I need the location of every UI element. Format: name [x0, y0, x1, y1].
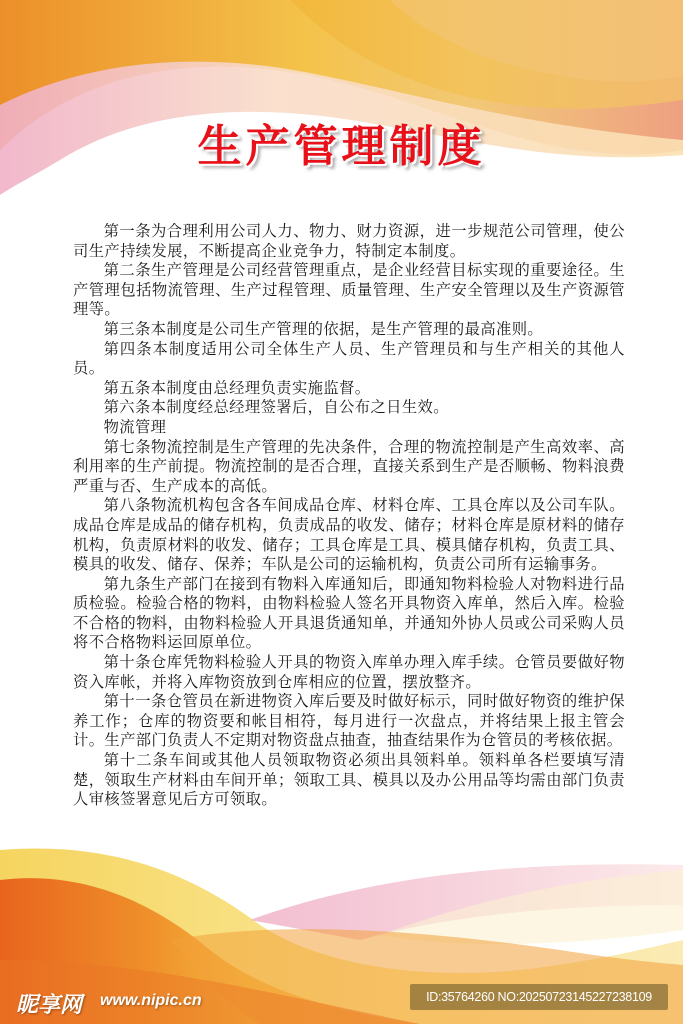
article-5: 第五条本制度由总经理负责实施监督。 [103, 378, 371, 397]
page-title: 生产管理制度 [197, 121, 486, 172]
article-8: 第八条物流机构包含各车间成品仓库、材料仓库、工具仓库以及公司车队。成品仓库是成品的储存机构，负责成品的收发、储存；材料仓库是原材料的储存机构，负责原材料的收发、储存；工具仓库是工具、模具储存机构，负责工具、模具的收发、储存、保养；车队是公司的运输机构，负责公司所有运输事务。 [73, 496, 625, 574]
regulation-body [73, 222, 625, 810]
watermark-id-badge: ID:35764260 NO:20250723145227238109 [410, 984, 668, 1010]
article-3: 第三条本制度是公司生产管理的依据，是生产管理的最高准则。 [103, 319, 544, 338]
article-12: 第十二条车间或其他人员领取物资必须出具领料单。领料单各栏要填写清楚，领取生产材料由车间开单；领取工具、模具以及办公用品等均需由部门负责人审核签署意见后方可领取。 [73, 751, 625, 809]
watermark-url: www.nipic.cn [100, 992, 202, 1009]
watermark-logo: 昵享网 [16, 993, 83, 1018]
article-10: 第十条仓库凭物料检验人开具的物资入库单办理入库手续。仓管员要做好物资入库帐，并将入库物资放到仓库相应的位置，摆放整齐。 [73, 653, 625, 691]
section-heading-logistics: 物流管理 [103, 417, 167, 436]
article-1: 第一条为合理利用公司人力、物力、财力资源，进一步规范公司管理，使公司生产持续发展，不断提高企业竞争力，特制定本制度。 [73, 222, 625, 260]
article-2: 第二条生产管理是公司经营管理重点，是企业经营目标实现的重要途径。生产管理包括物流管理、生产过程管理、质量管理、生产安全管理以及生产资源管理等。 [73, 261, 625, 319]
article-11: 第十一条仓管员在新进物资入库后要及时做好标示，同时做好物资的维护保养工作；仓库的物资要和帐目相符，每月进行一次盘点，并将结果上报主管会计。生产部门负责人不定期对物资盘点抽查，抽查结果作为仓管员的考核依据。 [73, 692, 625, 750]
article-6: 第六条本制度经总经理签署后，自公布之日生效。 [103, 398, 449, 417]
article-7: 第七条物流控制是生产管理的先决条件，合理的物流控制是产生高效率、高利用率的生产前提。物流控制的是否合理，直接关系到生产是否顺畅、物料浪费严重与否、生产成本的高低。 [73, 437, 625, 495]
article-9: 第九条生产部门在接到有物料入库通知后，即通知物料检验人对物料进行品质检验。检验合格的物料，由物料检验人签名开具物资入库单，然后入库。检验不合格的物料，由物料检验人开具退货通知单，并通知外协人员或公司采购人员将不合格物料运回原单位。 [73, 574, 625, 652]
article-4: 第四条本制度适用公司全体生产人员、生产管理员和与生产相关的其他人员。 [73, 339, 625, 378]
